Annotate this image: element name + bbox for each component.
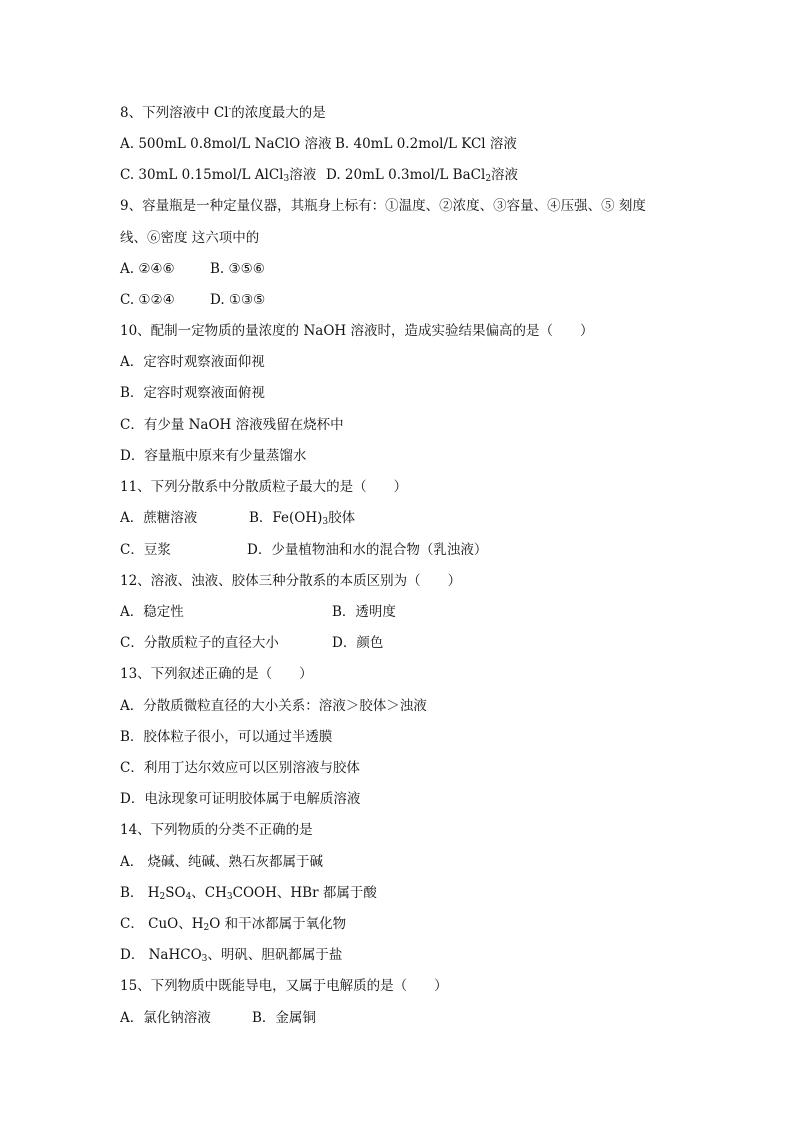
q11-b-pre: B．Fe(OH): [249, 510, 323, 526]
q14-b-part: 、CH: [191, 885, 227, 901]
q9-option-a: A. ②④⑥: [120, 261, 175, 277]
q14-d-part: 、明矾、胆矾都属于盐: [207, 947, 343, 963]
q14-c-part: O 和干冰都属于氧化物: [209, 916, 347, 932]
q15-stem: 15、下列物质中既能导电，又属于电解质的是（ ）: [120, 978, 448, 994]
q8-stem: [120, 104, 326, 122]
q11-stem: 11、下列分散系中分散质粒子最大的是（ ）: [120, 479, 408, 495]
q13-stem: 13、下列叙述正确的是（ ）: [120, 666, 313, 682]
q14-b-sub: 2: [159, 892, 166, 902]
q14-b-sub: 3: [226, 892, 233, 902]
q11-options-ab: [120, 509, 355, 527]
q14-d-sub: 3: [201, 954, 208, 964]
q9-stem-line1: 9、容量瓶是一种定量仪器，其瓶身上标有：①温度、②浓度、③容量、④压强、⑤ 刻度: [120, 198, 646, 214]
q14-c-sub: 2: [203, 923, 210, 933]
q14-option-b: [120, 884, 377, 902]
q8-c-pre: C. 30mL 0.15mol/L AlCl: [120, 167, 284, 183]
q11-option-a: A．蔗糖溶液: [120, 510, 198, 526]
q15-option-a: A．氯化钠溶液: [120, 1010, 211, 1026]
q10-option-a: A．定容时观察液面仰视: [120, 354, 265, 370]
q8-c-post: 溶液: [289, 167, 317, 183]
q13-option-c: C．利用丁达尔效应可以区别溶液与胶体: [120, 760, 360, 776]
q14-option-c: [120, 915, 346, 933]
q8-c-sub: 3: [283, 174, 290, 184]
q8-d-post: 溶液: [491, 167, 519, 183]
q12-options-cd: [120, 634, 383, 652]
q14-b-part: COOH、HBr 都属于酸: [232, 885, 377, 901]
q9-option-d: D. ①③⑤: [210, 292, 266, 308]
q10-stem: 10、配制一定物质的量浓度的 NaOH 溶液时，造成实验结果偏高的是（ ）: [120, 323, 594, 339]
q8-d-sub: 2: [485, 174, 492, 184]
q11-options-cd: [120, 541, 487, 559]
q9-stem-line2: 线、⑥密度 这六项中的: [120, 230, 260, 246]
q14-b-sub: 4: [185, 892, 192, 902]
q14-option-a: A． 烧碱、纯碱、熟石灰都属于碱: [120, 854, 324, 870]
q14-stem: 14、下列物质的分类不正确的是: [120, 822, 313, 838]
q12-option-d: D．颜色: [332, 635, 384, 651]
q12-stem: 12、溶液、浊液、胶体三种分散系的本质区别为（ ）: [120, 573, 462, 589]
q8-d-pre: D. 20mL 0.3mol/L BaCl: [326, 167, 486, 183]
q12-option-c: C．分散质粒子的直径大小: [120, 635, 279, 651]
q8-option-a: A. 500mL 0.8mol/L NaClO 溶液: [120, 136, 332, 152]
q14-c-part: C． CuO、H: [120, 916, 204, 932]
q8-stem-sup: -: [228, 104, 232, 113]
q11-option-d: D．少量植物油和水的混合物（乳浊液）: [247, 542, 488, 558]
q11-b-sub: 3: [322, 517, 329, 527]
q15-options-ab: [120, 1009, 316, 1027]
q12-option-b: B．透明度: [332, 604, 396, 620]
q13-option-d: D．电泳现象可证明胶体属于电解质溶液: [120, 791, 361, 807]
q13-option-b: B．胶体粒子很小，可以通过半透膜: [120, 729, 333, 745]
q8-stem-text: 8、下列溶液中 Cl: [120, 105, 229, 121]
q8-option-d: [326, 166, 518, 184]
q12-options-ab: [120, 603, 396, 621]
q11-option-c: C．豆浆: [120, 542, 171, 558]
q8-option-b: B. 40mL 0.2mol/L KCl 溶液: [335, 136, 517, 152]
q9-option-b: B. ③⑤⑥: [210, 261, 265, 277]
q14-option-d: [120, 946, 342, 964]
q13-option-a: A．分散质微粒直径的大小关系：溶液＞胶体＞浊液: [120, 698, 427, 714]
q10-option-b: B．定容时观察液面俯视: [120, 385, 265, 401]
q9-options-ab: [120, 260, 265, 278]
q11-b-post: 胶体: [328, 510, 356, 526]
q10-option-d: D．容量瓶中原来有少量蒸馏水: [120, 448, 307, 464]
q8-options-cd: [120, 166, 518, 184]
q15-option-b: B．金属铜: [252, 1010, 316, 1026]
q14-b-part: B． H: [120, 885, 160, 901]
q8-option-c: [120, 166, 326, 184]
q9-options-cd: [120, 291, 265, 309]
q8-options-ab: [120, 135, 517, 153]
q9-option-c: C. ①②④: [120, 292, 175, 308]
q14-d-part: D． NaHCO: [120, 947, 202, 963]
q14-b-part: SO: [165, 885, 186, 901]
q12-option-a: A．稳定性: [120, 604, 184, 620]
q8-stem-tail: 的浓度最大的是: [231, 105, 326, 121]
q11-option-b: [249, 509, 355, 527]
q10-option-c: C．有少量 NaOH 溶液残留在烧杯中: [120, 417, 344, 433]
